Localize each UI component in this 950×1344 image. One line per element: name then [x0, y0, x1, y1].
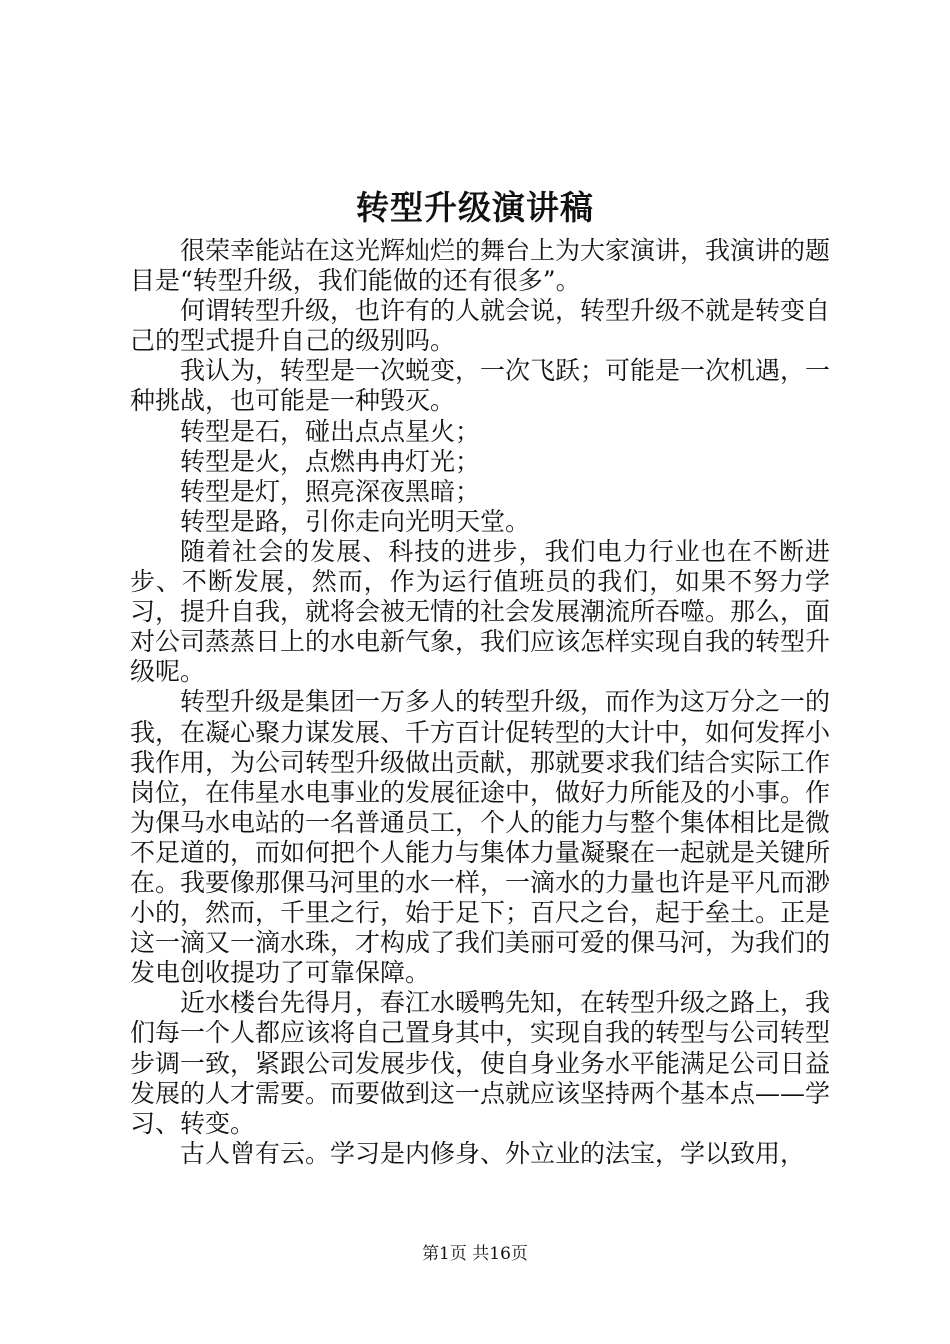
paragraph: 随着社会的发展、科技的进步，我们电力行业也在不断进步、不断发展，然而，作为运行值班员的我们，如果不努力学习，提升自我，就将会被无情的社会发展潮流所吞噬。那么，面对公司蒸蒸日上的水电新气象，我们应该怎样实现自我的转型升级呢。	[130, 536, 831, 687]
paragraph: 转型升级是集团一万多人的转型升级，而作为这万分之一的我，在凝心聚力谋发展、千方百计促转型的大计中，如何发挥小我作用，为公司转型升级做出贡献，那就要求我们结合实际工作岗位，在伟星水电事业的发展征途中，做好力所能及的小事。作为倮马水电站的一名普通员工，个人的能力与整个集体相比是微不足道的，而如何把个人能力与集体力量凝聚在一起就是关键所在。我要像那倮马河里的水一样，一滴水的力量也许是平凡而渺小的，然而，千里之行，始于足下；百尺之台，起于垒土。正是这一滴又一滴水珠，才构成了我们美丽可爱的倮马河，为我们的发电创收提功了可靠保障。	[130, 687, 831, 988]
paragraph: 很荣幸能站在这光辉灿烂的舞台上为大家演讲，我演讲的题目是“转型升级，我们能做的还有很多”。	[130, 236, 831, 296]
paragraph: 近水楼台先得月，春江水暖鸭先知，在转型升级之路上，我们每一个人都应该将自己置身其中，实现自我的转型与公司转型步调一致，紧跟公司发展步伐，使自身业务水平能满足公司日益发展的人才需要。而要做到这一点就应该坚持两个基本点——学习、转变。	[130, 988, 831, 1138]
paragraph: 转型是灯，照亮深夜黑暗；	[180, 476, 481, 506]
paragraph: 何谓转型升级，也许有的人就会说，转型升级不就是转变自己的型式提升自己的级别吗。	[130, 296, 831, 356]
document-body	[130, 236, 830, 1169]
paragraph: 古人曾有云。学习是内修身、外立业的法宝，学以致用，	[180, 1138, 806, 1168]
paragraph: 转型是火，点燃冉冉灯光；	[180, 446, 481, 476]
document-title: 转型升级演讲稿	[356, 188, 594, 227]
paragraph: 转型是路，引你走向光明天堂。	[180, 506, 531, 536]
paragraph: 转型是石，碰出点点星火；	[180, 416, 481, 446]
paragraph: 我认为，转型是一次蜕变，一次飞跃；可能是一次机遇，一种挑战，也可能是一种毁灭。	[130, 356, 831, 416]
page-footer: 第1页 共16页	[422, 1244, 528, 1264]
